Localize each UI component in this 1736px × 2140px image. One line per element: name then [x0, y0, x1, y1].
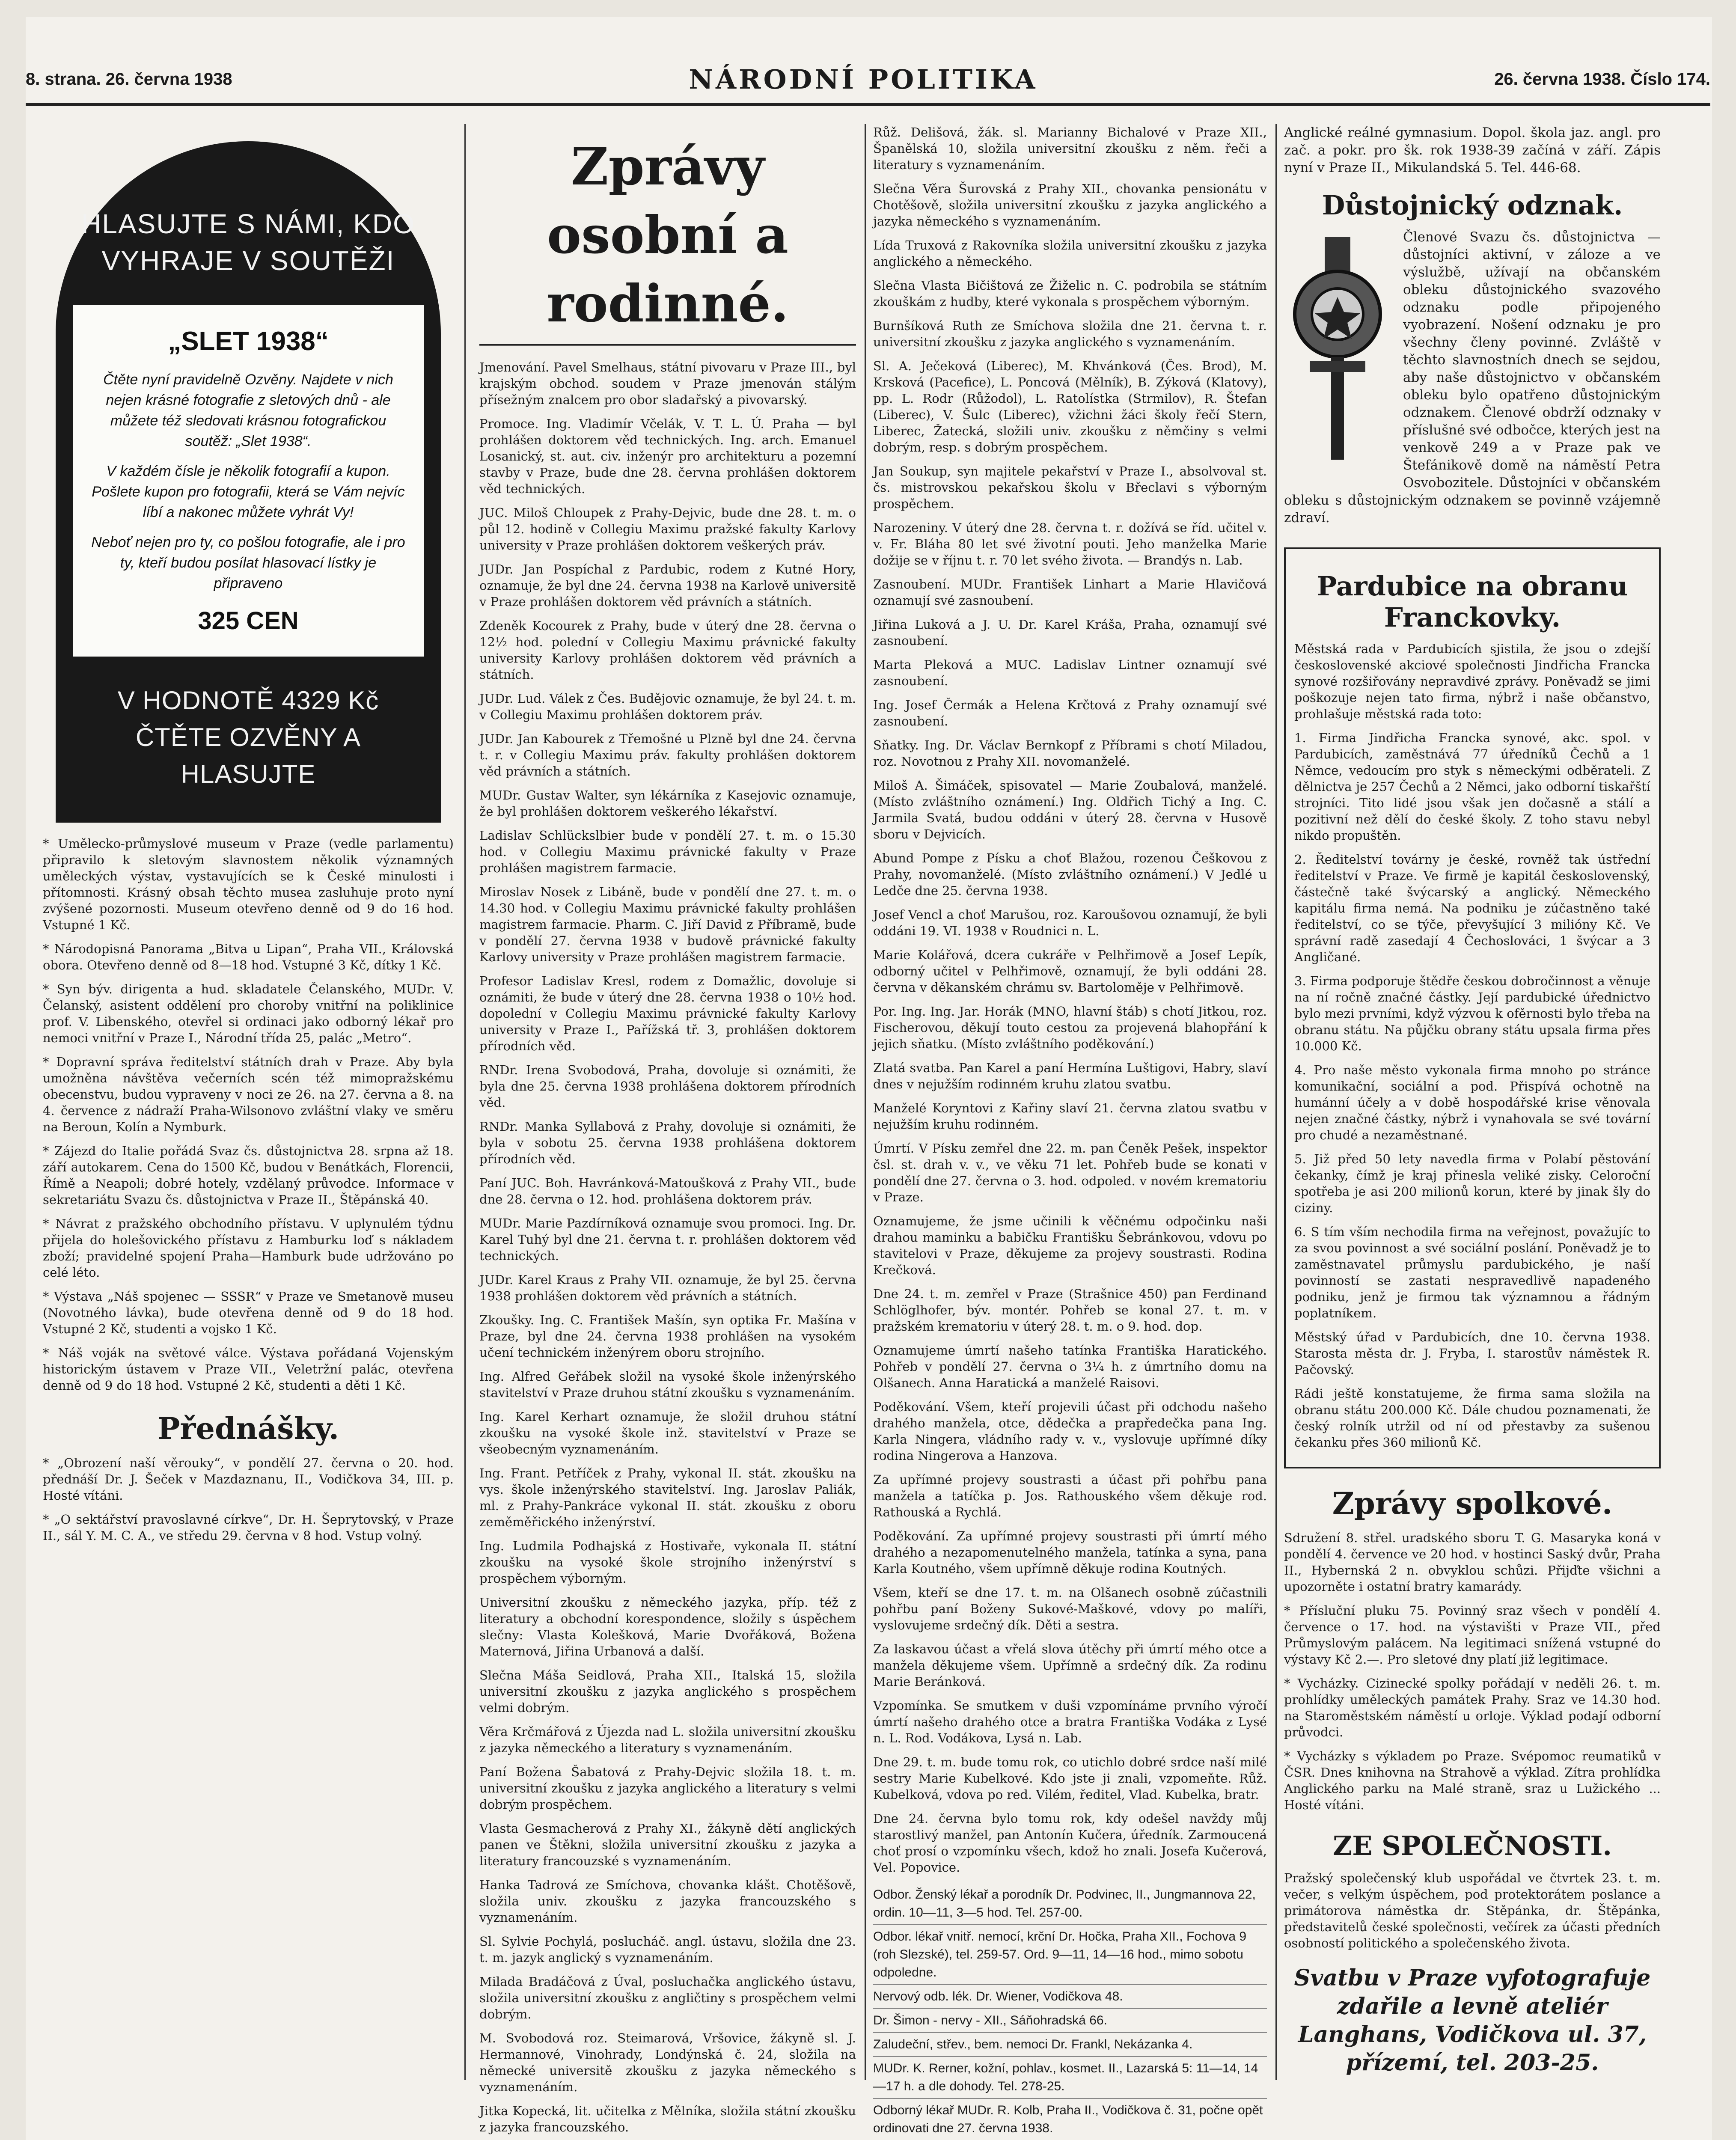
column-rule	[865, 124, 866, 2080]
personal-news-item: Poděkování. Všem, kteří projevili účast při odchodu našeho drahého manžela, otce, dědečka a prapředečka pana Ing. Karla Ningera, vládního rady v. v., vyslovuje upřímné díky rodina Ningerova a Hanzova.	[873, 1400, 1267, 1463]
advert-headline: HLASUJTE S NÁMI, KDO VYHRAJE V SOUTĚŽI	[81, 208, 415, 276]
doctor-ad: Dr. Šimon - nervy - XII., Sáňohradská 66.	[873, 2009, 1267, 2033]
masthead	[26, 56, 1710, 106]
doctor-ad: Odborný lékař MUDr. R. Kolb, Praha II., Vodičkova č. 31, počne opět ordinovati dne 27. června 1938.	[873, 2099, 1267, 2140]
personal-news-item: JUDr. Karel Kraus z Prahy VII. oznamuje, že byl 25. června 1938 prohlášen doktorem věd právních a státních.	[479, 1272, 856, 1303]
column-4	[1284, 124, 1661, 2089]
personal-news-item: Jiřina Luková a J. U. Dr. Karel Kráša, Praha, oznamují své zasnoubení.	[873, 617, 1267, 648]
personal-news-item: RNDr. Manka Syllabová z Prahy, dovoluje si oznámiti, že byla v sobotu 25. června 1938 prohlášena doktorem přírodních věd.	[479, 1119, 856, 1166]
news-item: * Národopisná Panorama „Bitva u Lipan“, Praha VII., Královská obora. Otevřeno denně od 8—18 hod. Vstupné 3 Kč, dítky 1 Kč.	[43, 942, 454, 972]
masthead-title: NÁRODNÍ POLITIKA	[689, 63, 1038, 95]
advert-prize-count: 325 CEN	[198, 607, 299, 635]
personal-news-item: Úmrtí. V Písku zemřel dne 22. m. pan Čeněk Pešek, inspektor čsl. st. drah v. v., ve věku 71 let. Pohřeb bude se konati v pondělí dne 27. června o 3. hod. odpoled. v novém krematoriu v Praze.	[873, 1141, 1267, 1204]
pardubice-signature: Městský úřad v Pardubicích, dne 10. června 1938. Starosta města dr. J. Fryba, I. starostův náměstek R. Pačovský.	[1294, 1330, 1650, 1377]
pardubice-paragraph: 4. Pro naše město vykonala firma mnoho po stránce komunikační, sociální a pod. Přispívá ochotně na humánní účely a v době hospodářské krise věnovala nejen značné částky, nýbrž i vynahovala se své tovární pro chudé a nezaměstnané.	[1294, 1063, 1650, 1142]
personal-news-item: Věra Krčmářová z Újezda nad L. složila universitní zkoušku z jazyka německého a literatury s vyznamenáním.	[479, 1724, 856, 1755]
pardubice-paragraph: 2. Ředitelství továrny je české, rovněž tak ústřední ředitelství v Praze. Ve firmě je kapitál československý, částečně také švýcarský a anglický. Německého kapitálu firma nemá. Na podniku je zúčastněno také ředitelství, co se týče, převyšující 3 milióny Kč. Ve správní radě zasedají 4 Čechoslováci, 1 švýcar a 3 Angličané.	[1294, 852, 1650, 964]
personal-news-item: Ing. Ludmila Podhajská z Hostivaře, vykonala II. státní zkoušku na vysoké škole strojního inženýrství s prospěchem výborným.	[479, 1539, 856, 1586]
personal-news-item: Universitní zkoušku z německého jazyka, příp. též z literatury a obchodní korespondence, složily s úspěchem slečny: Vlasta Kolešková, Marie Dvořáková, Božena Maternová, Jiřina Urbanová a další.	[479, 1595, 856, 1658]
doctor-ads	[873, 1883, 1267, 2140]
personal-news-item: Abund Pompe z Písku a choť Blažou, rozenou Češkovou z Prahy, novomanželé. (Místo zvláštního oznámení.) V Jedlé u Ledče dne 25. června 1938.	[873, 851, 1267, 898]
personal-news-item: Marta Pleková a MUC. Ladislav Lintner oznamují své zasnoubení.	[873, 657, 1267, 688]
doctor-ad: MUDr. K. Rerner, kožní, pohlav., kosmet. II., Lazarská 5: 11—14, 14—17 h. a dle dohody. Tel. 278-25.	[873, 2057, 1267, 2099]
personal-news-item: RNDr. Irena Svobodová, Praha, dovoluje si oznámiti, že byla dne 25. června 1938 prohlášena doktorem přírodních věd.	[479, 1063, 856, 1110]
club-news-item: Sdružení 8. střel. uradského sboru T. G. Masaryka koná v pondělí 4. července ve 20 hod. v hostinci Saský dvůr, Praha II., Hybernská 2 n. obvyklou schůzi. Přijďte všichni a upozorněte i ostatní bratry kamarády.	[1284, 1531, 1661, 1594]
officer-badge-heading: Důstojnický odznak.	[1322, 190, 1623, 221]
personal-news-item: Sňatky. Ing. Dr. Václav Bernkopf z Příbrami s chotí Miladou, roz. Novotnou z Prahy XII. novomanželé.	[873, 738, 1267, 769]
personal-news-item: Růž. Delišová, žák. sl. Marianny Bichalové v Praze XII., Španělská 10, složila universitní zkoušku z něm. řeči a literatury s vyznamenáním.	[873, 125, 1267, 172]
personal-news-item: Milada Bradáčová z Úval, posluchačka anglického ústavu, složila universitní zkoušku z angličtiny s prospěchem velmi dobrým.	[479, 1974, 856, 2021]
club-news-item: * Přísluční pluku 75. Povinný sraz všech v pondělí 4. července o 17. hod. na výstavišti v Praze VII., před Průmyslovým palácem. Na legitimaci snížená vstupné do výstavy Kč 2.—. Pro sletové dny platí již legitimace.	[1284, 1603, 1661, 1667]
personal-news-item: Poděkování. Za upřímné projevy soustrasti při úmrtí mého drahého a nezapomenutelného manžela, tatínka a syna, pana Karla Koutného, všem upřímně děkuje rodina Koutných.	[873, 1529, 1267, 1576]
personal-news-item: Zdeněk Kocourek z Prahy, bude v úterý dne 28. června o 12½ hod. polední v Collegiu Maximu právnické fakulty university Karlovy prohlášen doktorem věd právních a státních.	[479, 618, 856, 682]
advert-footer: V HODNOTĚ 4329 Kč ČTĚTE OZVĚNY A HLASUJTE	[117, 686, 379, 788]
pardubice-heading: Pardubice na obranu Franckovky.	[1317, 571, 1628, 633]
lecture-item: * „Obrození naší věrouky“, v pondělí 27. června o 20. hod. přednáší Dr. J. Šeček v Mazdaznanu, II., Vodičkova 34, III. p. Hosté vítáni.	[43, 1456, 454, 1503]
ozveny-advert	[56, 141, 441, 823]
personal-news-item: Promoce. Ing. Vladimír Včelák, V. T. L. Ú. Praha — byl prohlášen doktorem věd technických. Ing. arch. Emanuel Losanický, st. aut. civ. inženýr pro architekturu a pozemní stavby v Praze, bude dne 28. června prohlášen doktorem věd technických.	[479, 416, 856, 496]
doctor-ad: Odbor. lékař vnitř. nemocí, krční Dr. Hočka, Praha XII., Fochova 9 (roh Slezské), tel. 259-57. Ord. 9—11, 14—16 hod., mimo sobotu odpoledne.	[873, 1925, 1267, 1985]
personal-news-item: Jan Soukup, syn majitele pekařství v Praze I., absolvoval st. čs. mistrovskou pekařskou školu v Břeclavi s výborným prospěchem.	[873, 464, 1267, 511]
personal-news-item: Dne 29. t. m. bude tomu rok, co utichlo dobré srdce naší milé sestry Marie Kubelkové. Kdo jste ji znali, vzpomeňte. Růž. Kubelková, vdova po red. Vilém, ředitel, Vlad. Kubelka, bratr.	[873, 1755, 1267, 1802]
personal-news-item: Ing. Frant. Petříček z Prahy, vykonal II. stát. zkoušku na vys. škole inženýrského stavitelství. Ing. Jaroslav Paliák, ml. z Prahy-Pankráce vykonal II. stát. zkoušku z oboru zeměměřického inženýrství.	[479, 1466, 856, 1529]
gymnasium-notice: Anglické reálné gymnasium. Dopol. škola jaz. angl. pro zač. a pokr. pro šk. rok 1938-39 začíná v září. Zápis nyní v Praze II., Mikulandská 5. Tel. 446-68.	[1284, 125, 1661, 175]
personal-news-item: Vlasta Gesmacherová z Prahy XI., žákyně dětí anglických panen ve Štěkni, složila universitní zkoušku z jazyka a literatury francouzské s vyznamenáním.	[479, 1821, 856, 1868]
personal-news-item: Oznamujeme úmrtí našeho tatínka Františka Haratického. Pohřeb v pondělí 27. června o 3¼ h. z úmrtního domu na Olšanech. Anna Haratická a manželé Raisovi.	[873, 1343, 1267, 1390]
personal-news-item: Zkoušky. Ing. C. František Mašín, syn optika Fr. Mašína v Praze, byl dne 24. června 1938 prohlášen na vysokém učení technickém inženýrem oboru strojního.	[479, 1313, 856, 1360]
officer-badge-text: Členové Svazu čs. důstojnictva — důstojníci aktivní, v záloze a ve výslužbě, užívají na občanském obleku důstojnického svazového odznaku podle připojeného vyobrazení. Nošení odznaku je pro všechny členy povinné. Zvláště v těchto slavnostních dnech se sejdou, aby naše důstojnictvo v občanském obleku bylo opatřeno důstojnickým odznakem. Členové obdrží odznaky v příslušné své odbočce, kterých jest na venkově 249 a v Praze pak ve Štefánikově domě na náměstí Petra Osvobozitele. Důstojníci v občanském obleku s důstojnickým odznakem se povinně vzájemně zdraví.	[1284, 229, 1661, 526]
personal-news-item: Za laskavou účast a vřelá slova útěchy při úmrtí mého otce a manžela děkujeme všem. Upřímně a srdečný dík. Za rodinu Marie Beránková.	[873, 1642, 1267, 1689]
personal-news-item: Zasnoubení. MUDr. František Linhart a Marie Hlavičová oznamují své zasnoubení.	[873, 577, 1267, 608]
personal-news-item: Miloš A. Šimáček, spisovatel — Marie Zoubalová, manželé. (Místo zvláštního oznámení.) Ing. Oldřich Tichý a Ing. C. Jarmila Svatá, budou oddáni v úterý 28. června v Husově sboru v Dejvicích.	[873, 778, 1267, 841]
column-rule	[464, 124, 466, 2080]
personal-news-item: Josef Vencl a choť Marušou, roz. Karoušovou oznamují, že byli oddáni 19. VI. 1938 v Roudnici n. L.	[873, 907, 1267, 938]
news-item: * Výstava „Náš spojenec — SSSR“ v Praze ve Smetanově museu (Novotného lávka), bude otevřena denně od 9 do 18 hod. Vstupné 2 Kč, studenti a vojsko 1 Kč.	[43, 1289, 454, 1336]
personal-news-item: JUDr. Jan Pospíchal z Pardubic, rodem z Kutné Hory, oznamuje, že byl dne 24. června 1938 na Karlově universitě v Praze prohlášen doktorem věd právních a státních.	[479, 562, 856, 609]
pardubice-paragraph: 5. Již před 50 lety navedla firma v Polabí pěstování čekanky, čímž je kraj přinesla veliké zisky. Celoroční spotřeba je asi 200 milionů korun, které by jinak šly do ciziny.	[1294, 1152, 1650, 1215]
club-news-item: * Vycházky s výkladem po Praze. Svépomoc reumatiků v ČSR. Dnes knihovna na Strahově a výklad. Zítra prohlídka Anglického parku na Malé straně, sraz u Lužického ... Hosté vítáni.	[1284, 1749, 1661, 1812]
column-3	[873, 124, 1267, 2135]
pardubice-paragraph: Městská rada v Pardubicích sjistila, že jsou o zdejší československé akciové společnosti Jindřicha Francka synové rozšiřovány nepravdivé zprávy. Poněvadž se jimi poškozuje nejen tato firma, nýbrž i naše občanstvo, prohlašuje městská rada toto:	[1294, 642, 1650, 721]
personal-news-item: Manželé Koryntovi z Kařiny slaví 21. června zlatou svatbu v nejužším kruhu rodinném.	[873, 1101, 1267, 1132]
personal-news-item: Narozeniny. V úterý dne 28. června t. r. dožívá se říd. učitel v. v. Fr. Bláha 80 let své životní pouti. Jeho manželka Marie dožije se v říjnu t. r. 70 let svého života. — Brandýs n. Lab.	[873, 520, 1267, 568]
news-item: * Umělecko-průmyslové museum v Praze (vedle parlamentu) připravilo k sletovým slavnostem několik významných uměleckých výstav, vystavujících se k České minulosti i přítomnosti. Krásný obsah těchto musea zasluhuje proto nyní zvýšené pozornosti. Museum otevřeno denně od 9 do 16 hod. Vstupné 1 Kč.	[43, 836, 454, 932]
advert-paragraph: Čtěte nyní pravidelně Ozvěny. Najdete v nich nejen krásné fotografie z sletových dnů - ale můžete též sledovati krásnou fotografickou soutěž: „Slet 1938“.	[103, 372, 393, 449]
personal-news-item: Jitka Kopecká, lit. učitelka z Mělníka, složila státní zkoušku z jazyka francouzského.	[479, 2104, 856, 2134]
personal-news-item: JUDr. Lud. Válek z Čes. Budějovic oznamuje, že byl 24. t. m. v Collegiu Maximu prohlášen doktorem práv.	[479, 691, 856, 722]
masthead-left: 8. strana. 26. června 1938	[26, 69, 232, 89]
advert-panel	[73, 305, 424, 657]
personal-news-item: Jmenování. Pavel Smelhaus, státní pivovaru v Praze III., byl krajským obchod. soudem v Praze jmenován stálým přísežným znalcem pro obor sladařský a pivovarský.	[479, 360, 856, 407]
personal-news-item: Lída Truxová z Rakovníka složila universitní zkoušku z jazyka anglického a německého.	[873, 238, 1267, 269]
doctor-ad: Odbor. Ženský lékař a porodník Dr. Podvinec, II., Jungmannova 22, ordin. 10—11, 3—5 hod. Tel. 257-00.	[873, 1883, 1267, 1925]
column-rule	[1275, 124, 1277, 2080]
personal-news-item: Sl. Sylvie Pochylá, poslucháč. angl. ústavu, složila dne 23. t. m. jazyk anglický s vyznamenáním.	[479, 1934, 856, 1965]
langhans-photo-ad: Svatbu v Praze vyfotografuje zdařile a levně ateliér Langhans, Vodičkova ul. 37, přízemí, tel. 203-25.	[1294, 1965, 1651, 2076]
column-2	[479, 124, 856, 2134]
personal-news-item: Slečna Vlasta Bičištová ze Žiželic n. C. podrobila se státním zkouškám z hudby, které vykonala s prospěchem výborným.	[873, 278, 1267, 309]
personal-news-item: Marie Kolářová, dcera cukráře v Pelhřimově a Josef Lepík, odborný učitel v Pelhřimově, oznamují, že byli oddáni 28. června v děkanském chrámu sv. Bartoloměje v Pelhřimově.	[873, 948, 1267, 995]
personal-news-item: JUDr. Jan Kabourek z Třemošné u Plzně byl dne 24. června t. r. v Collegiu Maximu práv. fakulty prohlášen doktorem věd právních a státních.	[479, 731, 856, 779]
personal-news-item: Dne 24. t. m. zemřel v Praze (Strašnice 450) pan Ferdinand Schlöglhofer, býv. montér. Pohřeb se konal 27. t. m. v pražském krematoriu v úterý 28. t. m. o 9. hod. dop.	[873, 1287, 1267, 1334]
club-news-item: * Vycházky. Cizinecké spolky pořádají v neděli 26. t. m. prohlídky uměleckých památek Prahy. Sraz ve 14.30 hod. na Staroměstském náměstí u orloje. Výklad podají odborní průvodci.	[1284, 1676, 1661, 1739]
advert-paragraph: Neboť nejen pro ty, co pošlou fotografie, ale i pro ty, kteří budou posílat hlasovací lístky je připraveno	[91, 534, 405, 591]
personal-news-item: Vzpomínka. Se smutkem v duši vzpomínáme prvního výročí úmrtí našeho drahého otce a bratra Františka Vodáka z Lysé n. L. Rod. Vodákova, Lysá n. Lab.	[873, 1698, 1267, 1745]
pardubice-paragraph: 6. S tím vším nechodila firma na veřejnost, považujíc to za svou povinnost a své sociální poslání. Poněvadž je to zaměstnavatel průmyslu pardubického, je naší povinností se zastati nespravedlivě napadeného podniku, jenž je firmou tak významnou a řádným poplatníkem.	[1294, 1225, 1650, 1320]
club-news-heading: Zprávy spolkové.	[1332, 1486, 1613, 1521]
masthead-right: 26. června 1938. Číslo 174.	[1494, 69, 1710, 89]
personal-news-item: Ing. Josef Čermák a Helena Krčtová z Prahy oznamují své zasnoubení.	[873, 698, 1267, 728]
lecture-item: * „O sektářství pravoslavné církve“, Dr. H. Šeprytovský, v Praze II., sál Y. M. C. A., ve středu 29. června v 8 hod. Vstup volný.	[43, 1512, 454, 1543]
personal-news-item: JUC. Miloš Chloupek z Prahy-Dejvic, bude dne 28. t. m. o půl 12. hodině v Collegiu Maximu pražské fakulty Karlovy university v Praze prohlášen doktorem veškerých práv.	[479, 505, 856, 553]
society-item: Pražský společenský klub uspořádal ve čtvrtek 23. t. m. večer, s velkým úspěchem, pod protektorátem poslance a primátorova náměstka dr. Stěpánka, dr. Štěpánka, představitelů české společnosti, večírek za účasti předních osobností politického a společenského života.	[1284, 1871, 1661, 1950]
personal-news-item: Ing. Alfred Geřábek složil na vysoké škole inženýrského stavitelství v Praze druhou státní zkoušku s vyznamenáním.	[479, 1369, 856, 1400]
personal-news-item: MUDr. Gustav Walter, syn lékárníka z Kasejovic oznamuje, že byl prohlášen doktorem veškerého lékařství.	[479, 788, 856, 819]
personal-news-item: Hanka Tadrová ze Smíchova, chovanka klášt. Chotěšově, složila univ. zkoušku z jazyka francouzského s vyznamenáním.	[479, 1878, 856, 1925]
personal-news-item: MUDr. Marie Pazdírníková oznamuje svou promoci. Ing. Dr. Karel Tuhý byl dne 21. června t. r. prohlášen doktorem věd technických.	[479, 1216, 856, 1263]
news-item: * Syn býv. dirigenta a hud. skladatele Čelanského, MUDr. V. Čelanský, asistent oddělení pro choroby vnitřní na poliklinice prof. V. Libenského, otevřel si ordinaci jako odborný lékař pro nemoci vnitřní v Praze I., Národní třída 25, palác „Metro“.	[43, 982, 454, 1045]
column-1	[43, 124, 454, 2089]
society-heading: ZE SPOLEČNOSTI.	[1333, 1830, 1612, 1861]
advert-slet-title: „SLET 1938“	[168, 327, 329, 356]
personal-news-item: Burnšíková Ruth ze Smíchova složila dne 21. června t. r. universitní zkoušku z jazyka anglického s vyznamenáním.	[873, 318, 1267, 349]
personal-news-item: Za upřímné projevy soustrasti a účast při pohřbu pana manžela a tatíčka p. Jos. Rathouského všem děkuje rod. Rathouská a Rychlá.	[873, 1472, 1267, 1519]
personal-news-item: Miroslav Nosek z Libáně, bude v pondělí dne 27. t. m. o 14.30 hod. v Collegiu Maximu právnické fakulty prohlášen magistrem farmacie. Pharm. C. Jiří David z Příbramě, bude v pondělí 27. června 1938 v budově právnické fakulty Karlovy university v Praze prohlášen magistrem farmacie.	[479, 885, 856, 964]
personal-news-item: Sl. A. Ječeková (Liberec), M. Khvánková (Čes. Brod), M. Krsková (Pacefice), L. Poncová (Mělník), B. Zýková (Klatovy), pp. L. Rodr (Růžodol), L. Ratolístka (Strmilov), R. Štefan (Liberec), V. Šulc (Liberec), vžichni žáci školy řečí Stern, Liberec, Žatecká, složili univ. zkoušku z němčiny s velmi dobrým, resp. s dobrým prospěchem.	[873, 359, 1267, 455]
personal-news-item: Oznamujeme, že jsme učinili k věčnému odpočinku naši drahou maminku a babičku Františku Šebránkovou, vdovu po stavitelovi v Praze, děkujeme za projevy soustrasti. Rodina Krečková.	[873, 1214, 1267, 1277]
news-item: * Náš voják na světové válce. Výstava pořádaná Vojenským historickým ústavem v Praze VII., Veletržní palác, otevřena denně od 9 do 18 hod. Vstupné 2 Kč, studenti a děti 1 Kč.	[43, 1346, 454, 1393]
news-item: * Dopravní správa ředitelství státních drah v Praze. Aby byla umožněna návštěva večerních scén též mimopražskému obecenstvu, budou vypraveny v noci ze 26. na 27. června a 8. na 4. července z nádraží Praha-Wilsonovo zvláštní vlaky ve směru na Beroun, Kolín a Nymburk.	[43, 1055, 454, 1134]
personal-news-item: Slečna Věra Šurovská z Prahy XII., chovanka pensionátu v Chotěšově, složila universitní zkoušku z jazyka anglického a jazyka německého s vyznamenáním.	[873, 181, 1267, 229]
pardubice-paragraph: Rádi ještě konstatujeme, že firma sama složila na obranu státu 200.000 Kč. Dále chudou poznamenati, že český rolník utržil od ní od přestavby za sušenou čekanku přes 360 milionů Kč.	[1294, 1386, 1650, 1450]
doctor-ad: Zaludeční, střev., bem. nemoci Dr. Frankl, Nekázanka 4.	[873, 2033, 1267, 2057]
doctor-ad: Nervový odb. lék. Dr. Wiener, Vodičkova 48.	[873, 1985, 1267, 2009]
personal-news-item: Dne 24. června bylo tomu rok, kdy odešel navždy můj starostlivý manžel, pan Antonín Kučera, úředník. Zarmoucená choť prosí o vzpomínku všech, kdož ho znali. Josefa Kučerová, Vel. Popovice.	[873, 1811, 1267, 1875]
advert-paragraph: V každém čísle je několik fotografií a kupon. Pošlete kupon pro fotografii, která se Vám nejvíc líbí a nakonec můžete vyhrát Vy!	[92, 463, 405, 520]
pardubice-paragraph: 1. Firma Jindřicha Francka synové, akc. spol. v Pardubicích, zaměstnává 77 úředníků Čechů a 1 Němce, vedoucím pro styk s německými odběrateli. Z dělnictva je 257 Čechů a 2 Němci, jako odborní tiskařští strojníci. Tito lidé jsou však jen dočasně a stálí a pozitivní než dělí do české školy. Z toho stavu nebyl nikdo propuštěn.	[1294, 731, 1650, 843]
news-item: * Návrat z pražského obchodního přístavu. V uplynulém týdnu přijela do holešovického přístavu z Hamburku loď s nákladem zboží; pravidelné spojení Praha—Hamburk bude udržováno po celé léto.	[43, 1216, 454, 1280]
personal-news-item: Profesor Ladislav Kresl, rodem z Domažlic, dovoluje si oznámiti, že bude v úterý dne 28. června 1938 o 10½ hod. dopolední v Collegiu Maximu právnické fakulty Karlovy university v Praze I., Pařížská tř. 3, prohlášen doktorem přírodních věd.	[479, 974, 856, 1053]
personal-news-item: Ing. Karel Kerhart oznamuje, že složil druhou státní zkoušku na vysoké škole inž. stavitelství v Praze se všeobecným vyznamenáním.	[479, 1409, 856, 1456]
personal-news-item: Ladislav Schlückslbier bude v pondělí 27. t. m. o 15.30 hod. v Collegiu Maximu právnické fakulty v Praze prohlášen magistrem farmacie.	[479, 828, 856, 875]
section-title-personal-news: Zprávy osobní a rodinné.	[479, 133, 856, 346]
personal-news-item: Všem, kteří se dne 17. t. m. na Olšanech osobně zúčastnili pohřbu paní Boženy Sukové-Maškové, vdovy po malíři, vyslovujeme srdečný dík. Děti a sestra.	[873, 1585, 1267, 1632]
pardubice-box	[1284, 547, 1661, 1468]
personal-news-item: M. Svobodová roz. Steimarová, Vršovice, žákyně sl. J. Hermannové, Vinohrady, Londýnská č. 24, složila na německé universitě zkoušku z jazyka německého s vyznamenáním.	[479, 2031, 856, 2094]
lectures-heading: Přednášky.	[157, 1411, 339, 1446]
pardubice-paragraph: 3. Firma podporuje štědře českou dobročinnost a věnuje na ní ročně značné částky. Její pardubické úřednictvo bylo mezi prvními, když výzvou k ofěrnosti bylo třeba na obranu státu. Na půjčku obrany státu upsala firma přes 10.000 Kč.	[1294, 974, 1650, 1053]
news-item: * Zájezd do Italie pořádá Svaz čs. důstojnictva 28. srpna až 18. září autokarem. Cena do 1500 Kč, budou v Benátkách, Florencii, Římě a Neapoli; dobré hotely, vzdělaný průvodce. Informace v sekretariátu Svazu čs. důstojnictva v Praze II., Štěpánská 40.	[43, 1144, 454, 1207]
personal-news-item: Zlatá svatba. Pan Karel a paní Hermína Luštigovi, Habry, slaví dnes v nejužším rodinném kruhu zlatou svatbu.	[873, 1061, 1267, 1091]
personal-news-item: Por. Ing. Ing. Jar. Horák (MNO, hlavní štáb) s chotí Jitkou, roz. Fischerovou, děkují touto cestou za projevená blahopřání k jejich sňatku. (Místo zvláštního poděkování.)	[873, 1004, 1267, 1051]
personal-news-item: Paní Božena Šabatová z Prahy-Dejvic složila 18. t. m. universitní zkoušku z jazyka anglického a literatury s velmi dobrým prospěchem.	[479, 1765, 856, 1812]
personal-news-item: Paní JUC. Boh. Havránková-Matoušková z Prahy VII., bude dne 28. června o 12. hod. prohlášena doktorem práv.	[479, 1176, 856, 1207]
personal-news-item: Slečna Máša Seidlová, Praha XII., Italská 15, složila universitní zkoušku z jazyka anglického s prospěchem velmi dobrým.	[479, 1668, 856, 1715]
officer-badge-icon	[1284, 233, 1391, 473]
